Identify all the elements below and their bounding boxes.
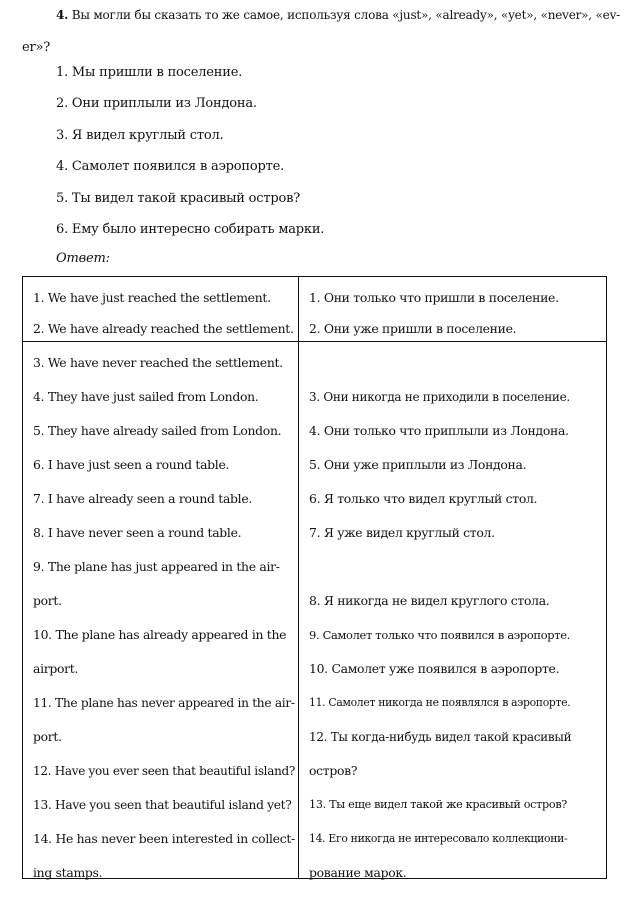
russian-answer: 4. Они только что приплыли из Лондона. — [309, 423, 569, 438]
sentence-item: 6. Ему было интересно собирать марки. — [56, 222, 325, 237]
english-answer: 5. They have already sailed from London. — [33, 423, 282, 438]
column-divider — [298, 277, 299, 878]
answer-table — [22, 276, 607, 879]
english-answer: 3. We have never reached the settlement. — [33, 355, 283, 370]
english-answer: ing stamps. — [33, 865, 103, 880]
english-answer: port. — [33, 729, 62, 744]
russian-answer: 2. Они уже пришли в поселение. — [309, 321, 517, 336]
russian-answer: 7. Я уже видел круглый стол. — [309, 525, 495, 540]
row-divider — [23, 341, 606, 342]
sentence-item: 3. Я видел круглый стол. — [56, 128, 224, 143]
sentence-item: 4. Самолет появился в аэропорте. — [56, 159, 285, 174]
task-heading — [56, 7, 620, 23]
english-answer: 6. I have just seen a round table. — [33, 457, 230, 472]
english-answer: airport. — [33, 661, 79, 676]
english-answer: 11. The plane has never appeared in the air- — [33, 696, 295, 710]
russian-answer: 6. Я только что видел круглый стол. — [309, 491, 538, 506]
russian-answer: 5. Они уже приплыли из Лондона. — [309, 457, 527, 472]
russian-answer: 12. Ты когда-нибудь видел такой красивый — [309, 730, 572, 744]
english-answer: 12. Have you ever seen that beautiful island? — [33, 764, 296, 778]
russian-answer: 13. Ты еще видел такой же красивый остров? — [309, 798, 568, 811]
task-text: Вы могли бы сказать то же самое, используя слова «just», «already», «yet», «never», «ev- — [71, 8, 621, 22]
sentence-item: 1. Мы пришли в поселение. — [56, 65, 243, 80]
answer-label: Ответ: — [56, 251, 110, 266]
english-answer: port. — [33, 593, 62, 608]
russian-answer: 11. Самолет никогда не появлялся в аэропорте. — [309, 696, 571, 709]
english-answer: 4. They have just sailed from London. — [33, 389, 259, 404]
sentence-item: 2. Они приплыли из Лондона. — [56, 96, 257, 111]
russian-answer: остров? — [309, 763, 358, 778]
task-number: 4. — [56, 8, 69, 22]
task-text-continuation: er»? — [22, 40, 51, 55]
english-answer: 13. Have you seen that beautiful island yet? — [33, 798, 292, 812]
russian-answer: 14. Его никогда не интересовало коллекциони- — [309, 832, 568, 845]
russian-answer: 10. Самолет уже появился в аэропорте. — [309, 661, 560, 676]
russian-answer: 9. Самолет только что появился в аэропорте. — [309, 628, 571, 642]
english-answer: 9. The plane has just appeared in the air- — [33, 559, 280, 574]
sentence-item: 5. Ты видел такой красивый остров? — [56, 191, 300, 206]
english-answer: 2. We have already reached the settlement. — [33, 321, 294, 336]
english-answer: 7. I have already seen a round table. — [33, 491, 253, 506]
russian-answer: 8. Я никогда не видел круглого стола. — [309, 593, 550, 608]
russian-answer: 3. Они никогда не приходили в поселение. — [309, 390, 570, 404]
russian-answer: рование марок. — [309, 865, 407, 880]
english-answer: 1. We have just reached the settlement. — [33, 290, 271, 305]
english-answer: 10. The plane has already appeared in the — [33, 627, 287, 642]
english-answer: 8. I have never seen a round table. — [33, 525, 242, 540]
english-answer: 14. He has never been interested in collect- — [33, 831, 295, 846]
russian-answer: 1. Они только что пришли в поселение. — [309, 290, 559, 305]
